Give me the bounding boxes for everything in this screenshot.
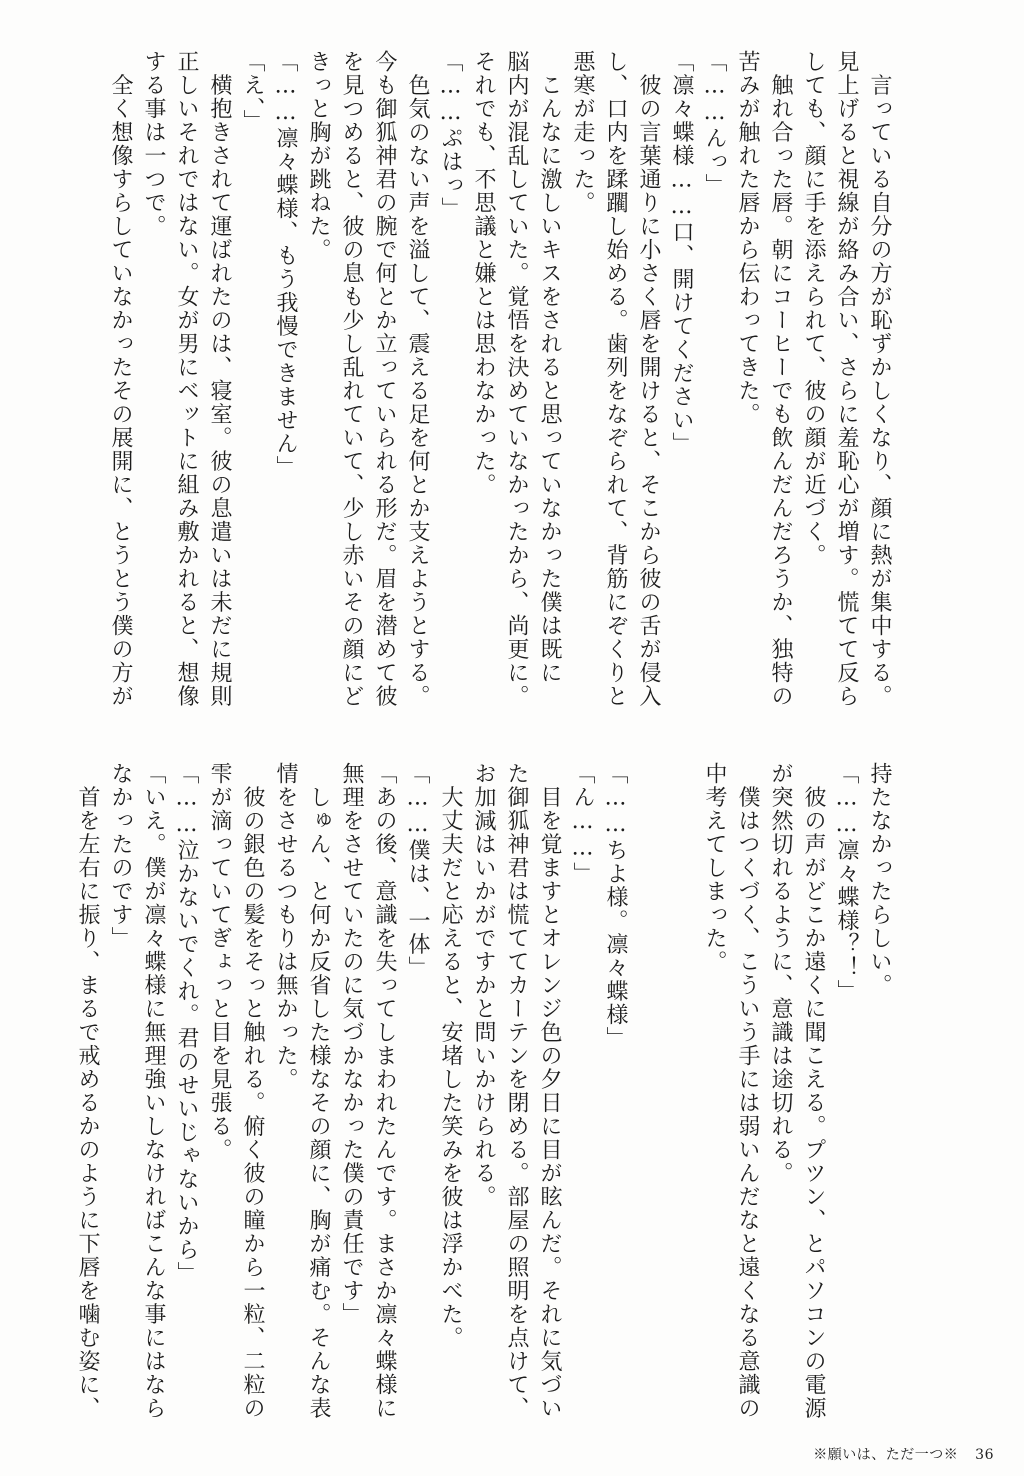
page-footer: [813, 1444, 994, 1464]
text-line: た御狐神君は慌ててカーテンを閉める。部屋の照明を点けて、: [504, 762, 529, 1420]
text-line: 首を左右に振り、まるで戒めるかのように下唇を噛む姿に、: [75, 762, 100, 1420]
text-line: 「え、」: [240, 50, 265, 133]
text-line: 正しいそれではない。女が男にベットに組み敷かれると、想像: [174, 50, 199, 708]
text-line: 情をさせるつもりは無かった。: [273, 762, 298, 1091]
text-line: 「ん……」: [570, 762, 595, 886]
text-line: こんなに激しいキスをされると思っていなかった僕は既に: [537, 50, 562, 685]
text-line: 見上げると視線が絡み合い、さらに羞恥心が増す。慌てて反ら: [834, 50, 859, 708]
text-line: 苦みが触れた唇から伝わってきた。: [735, 50, 760, 426]
text-line: 「……僕は、一体」: [405, 762, 430, 980]
text-line: しても、顔に手を添えられて、彼の顔が近づく。: [801, 50, 826, 567]
text-line: 目を覚ますとオレンジ色の夕日に目が眩んだ。それに気づい: [537, 762, 562, 1420]
text-line: それでも、不思議と嫌とは思わなかった。: [471, 50, 496, 497]
book-title: ※願いは、ただ一つ※: [813, 1447, 959, 1463]
text-line: しゅん、と何か反省した様なその顔に、胸が痛む。そんな表: [306, 762, 331, 1420]
text-line: [665, 762, 698, 1402]
text-line: 「あの後、意識を失ってしまわれたんです。まさか凛々蝶様に: [372, 762, 397, 1420]
text-line: 彼の銀色の髪をそっと触れる。俯く彼の瞳から一粒、二粒の: [240, 762, 265, 1420]
text-line: 触れ合った唇。朝にコーヒーでも飲んだんだろうか、独特の: [768, 50, 793, 708]
text-line: 彼の声がどこか遠くに聞こえる。プツン、とパソコンの電源: [801, 762, 826, 1420]
text-line: 無理をさせていたのに気づかなかった僕の責任です」: [339, 762, 364, 1326]
page-number: 36: [975, 1447, 994, 1463]
text-line: 彼の言葉通りに小さく唇を開けると、そこから彼の舌が侵入: [636, 50, 661, 708]
text-line: を見つめると、彼の息も少し乱れていて、少し赤いその顔にど: [339, 50, 364, 708]
text-line: [632, 762, 665, 1402]
text-line: し、口内を蹂躙し始める。歯列をなぞられて、背筋にぞくりと: [603, 50, 628, 708]
text-line: 「凛々蝶様……口、開けてください」: [669, 50, 694, 456]
text-line: きっと胸が跳ねた。: [306, 50, 331, 262]
text-line: 「……んっ」: [702, 50, 727, 197]
text-line: 雫が滴っていてぎょっと目を見張る。: [207, 762, 232, 1162]
text-line: 色気のない声を溢して、震える足を何とか支えようとする。: [405, 50, 430, 708]
text-line: 今も御狐神君の腕で何とか立っていられる形だ。眉を潜めて彼: [372, 50, 397, 708]
lower-text-block: [75, 762, 896, 1420]
text-line: お加減はいかがですかと問いかけられる。: [471, 762, 496, 1209]
text-line: 「……泣かないでくれ。君のせいじゃないから」: [174, 762, 199, 1285]
text-line: なかったのです」: [108, 762, 133, 950]
text-line: 言っている自分の方が恥ずかしくなり、顔に熱が集中する。: [867, 50, 892, 708]
text-line: 悪寒が走った。: [570, 50, 595, 215]
text-line: 大丈夫だと応えると、安堵した笑みを彼は浮かべた。: [438, 762, 463, 1350]
text-line: 僕はつくづく、こういう手には弱いんだなと遠くなる意識の: [735, 762, 760, 1420]
text-line: 脳内が混乱していた。覚悟を決めていなかったから、尚更に。: [504, 50, 529, 708]
text-line: 「……ちよ様。凛々蝶様」: [603, 762, 628, 1050]
text-line: 「……凛々蝶様、もう我慢できません」: [273, 50, 298, 479]
upper-text-block: [108, 50, 896, 730]
text-line: 中考えてしまった。: [702, 762, 727, 974]
text-line: 持たなかったらしい。: [867, 762, 892, 997]
text-line: が突然切れるように、意識は途切れる。: [768, 762, 793, 1185]
text-line: 「……凛々蝶様？！」: [834, 762, 859, 1003]
text-line: 「……ぷはっ」: [438, 50, 463, 221]
text-line: 「いえ。僕が凛々蝶様に無理強いしなければこんな事にはなら: [141, 762, 166, 1420]
text-line: 全く想像すらしていなかったその展開に、とうとう僕の方が: [108, 50, 133, 708]
text-line: 横抱きされて運ばれたのは、寝室。彼の息遣いは未だに規則: [207, 50, 232, 708]
text-line: する事は一つで。: [141, 50, 166, 238]
